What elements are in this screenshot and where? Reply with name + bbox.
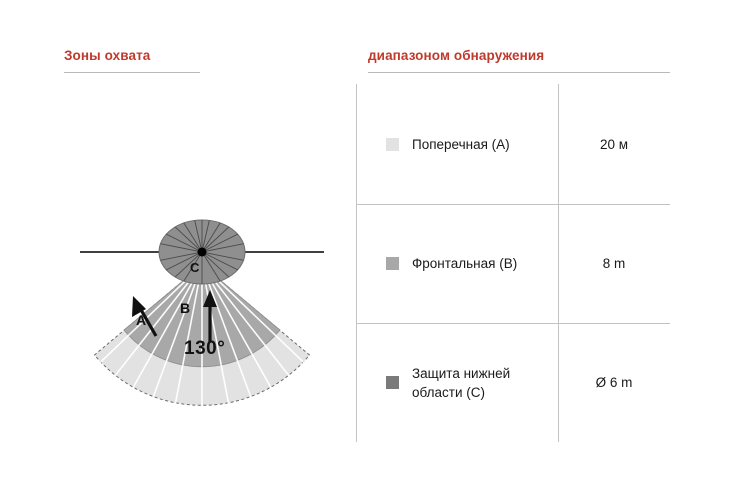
swatch-zone-a	[386, 138, 399, 151]
table-row	[356, 85, 670, 204]
table-row	[356, 323, 670, 442]
table-row-label: Фронтальная (B)	[412, 256, 518, 271]
label-zone-a: A	[136, 312, 147, 328]
label-zone-c: C	[190, 260, 200, 275]
divider-left	[64, 72, 200, 73]
section-title-coverage-zones: Зоны охвата	[64, 48, 151, 63]
divider-right	[368, 72, 670, 73]
table-row-label: Поперечная (A)	[412, 137, 510, 152]
sensor-center-dot	[198, 248, 207, 257]
swatch-zone-c	[386, 376, 399, 389]
table-row-value: 8 m	[602, 256, 626, 271]
table-row	[356, 204, 670, 323]
detection-range-table	[356, 84, 670, 442]
coverage-diagram	[72, 190, 332, 420]
label-zone-b: B	[180, 300, 191, 316]
table-row-label: Защита нижней области (C)	[412, 365, 511, 400]
swatch-zone-b	[386, 257, 399, 270]
label-angle-130: 130°	[184, 338, 226, 359]
section-title-detection-range: диапазоном обнаружения	[368, 48, 545, 63]
table-row-value: 20 м	[599, 137, 629, 152]
table-row-value: Ø 6 m	[595, 375, 633, 390]
